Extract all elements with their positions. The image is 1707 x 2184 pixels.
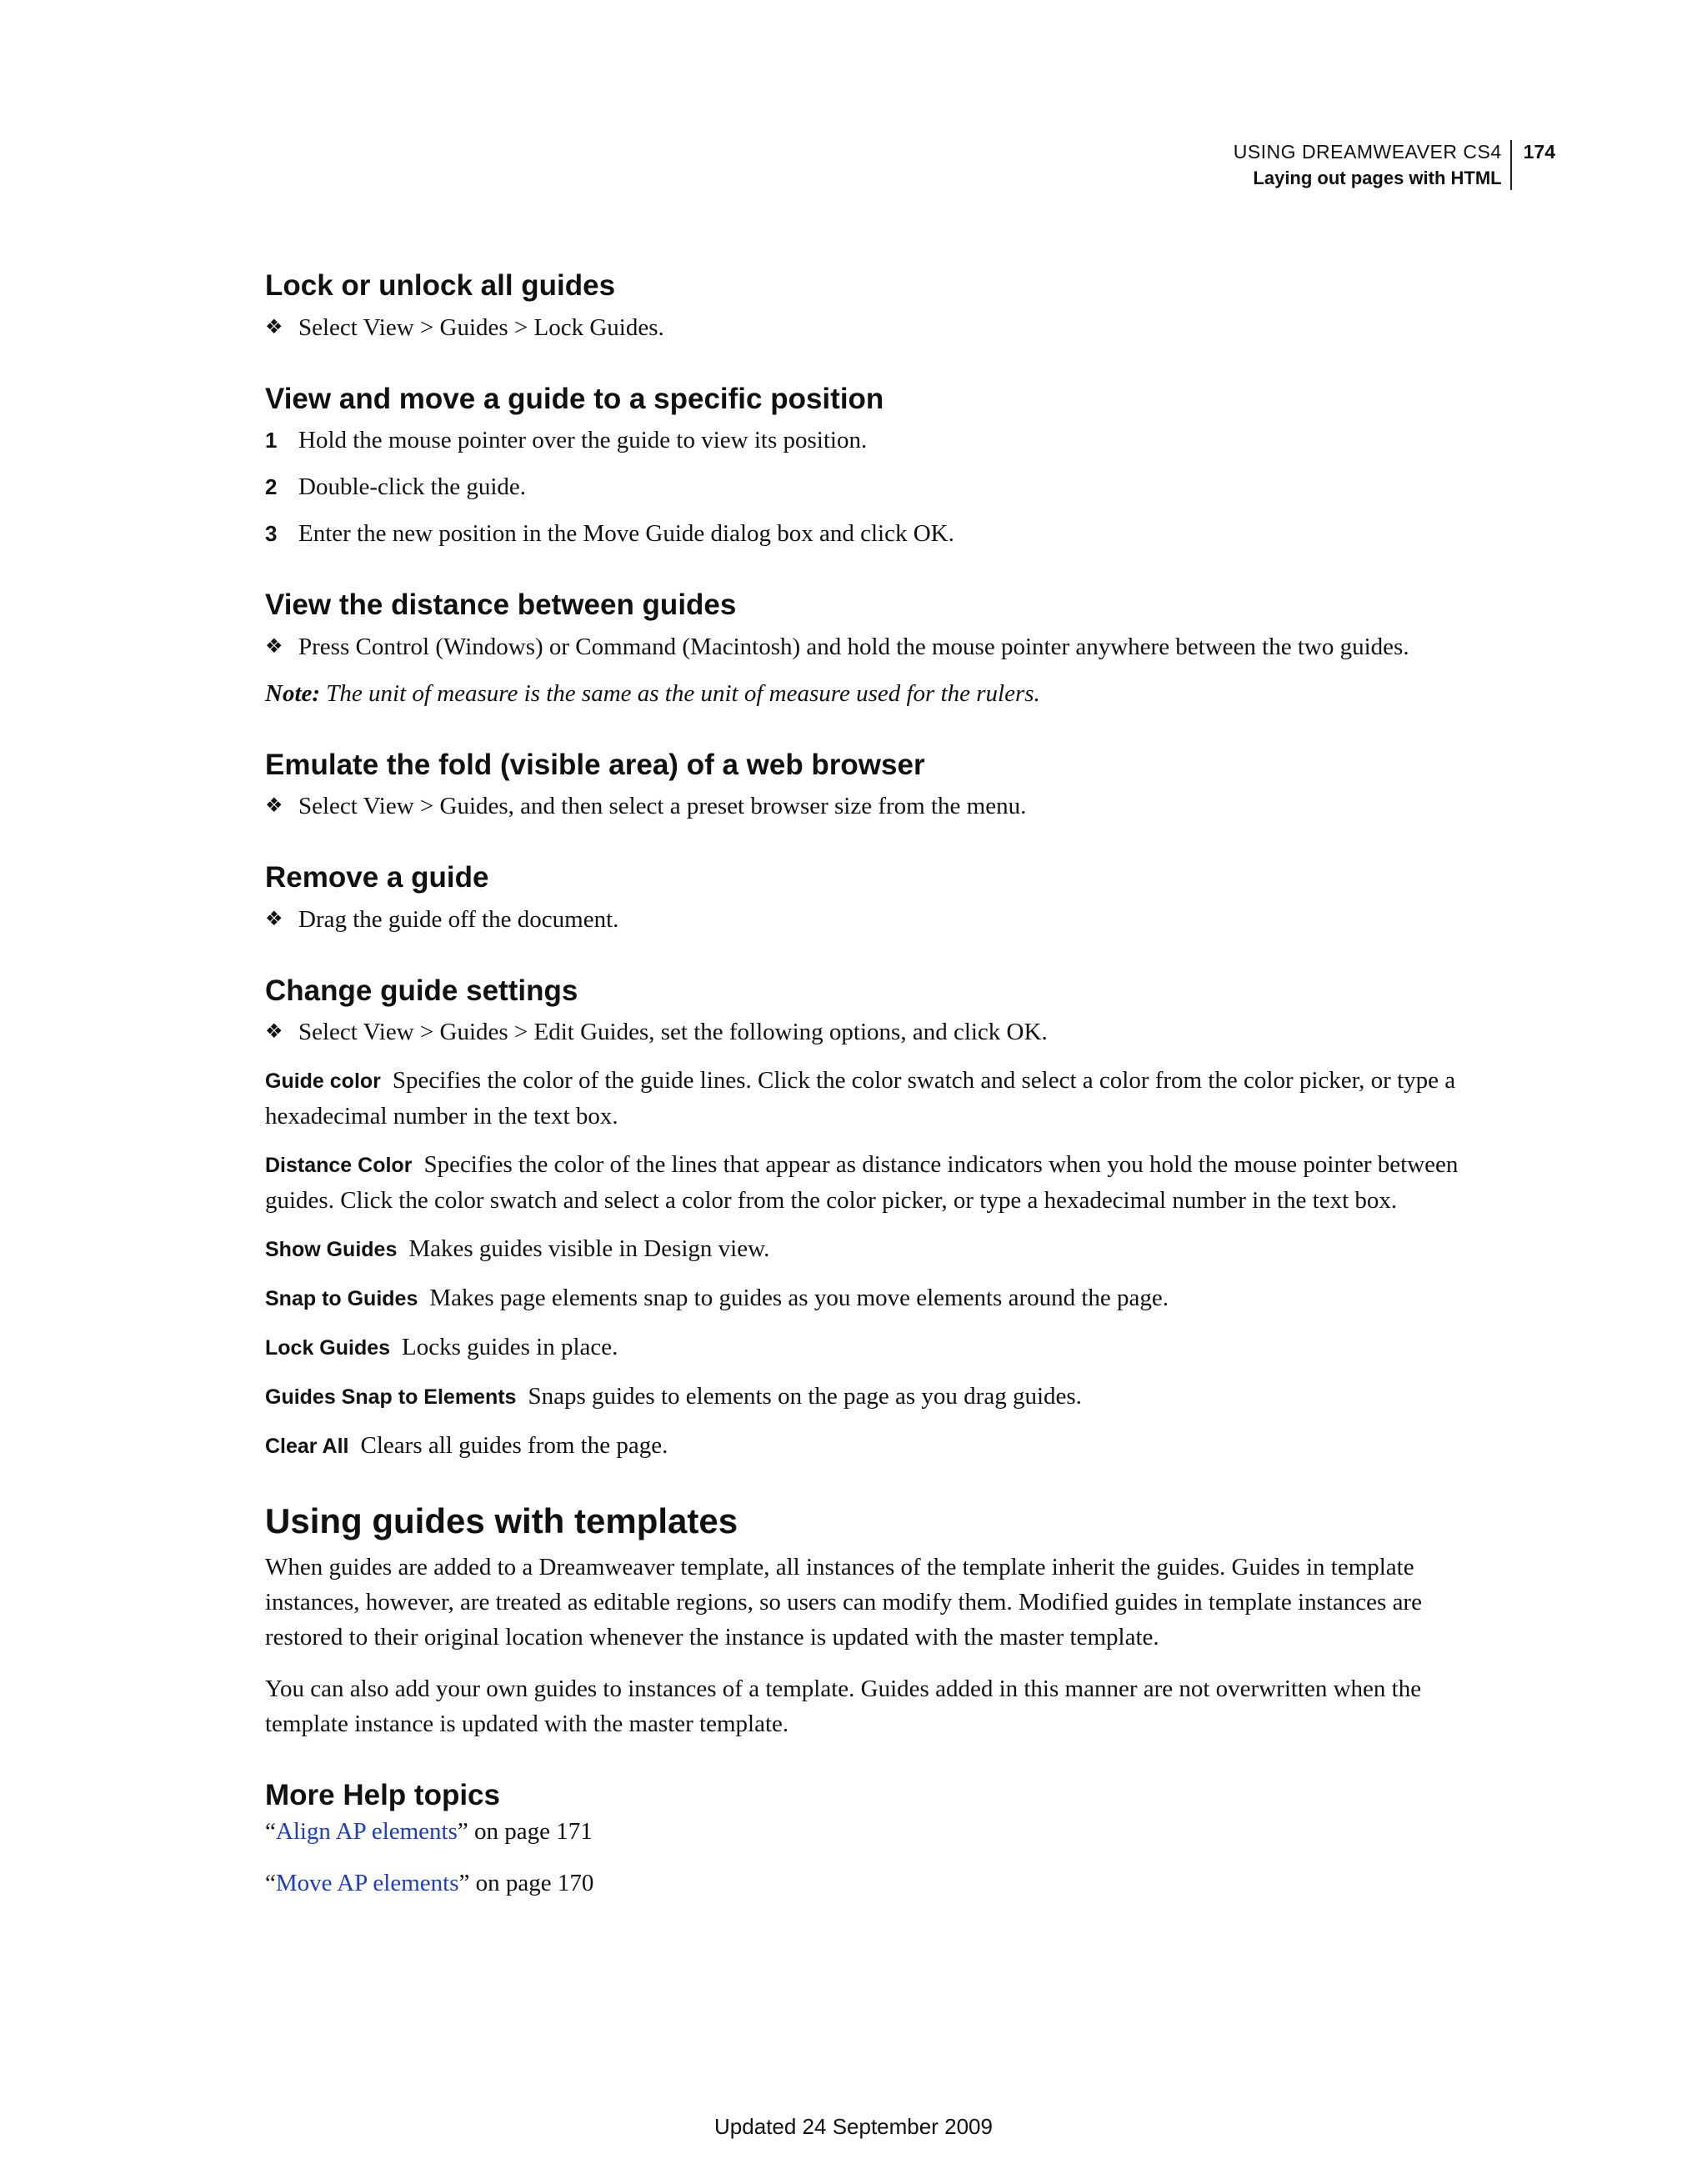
bullet-item bbox=[265, 629, 1499, 664]
note-label: Note: bbox=[265, 679, 321, 707]
option-description: Makes guides visible in Design view. bbox=[408, 1235, 770, 1262]
bullet-text: Select View > Guides > Edit Guides, set the following options, and click OK. bbox=[298, 1019, 1048, 1045]
step-number: 2 bbox=[265, 474, 278, 499]
help-link-line bbox=[265, 1866, 1499, 1901]
section-heading: View and move a guide to a specific position bbox=[265, 382, 884, 415]
paragraph: When guides are added to a Dreamweaver template, all instances of the template inherit the guides. Guides in template instances, however, are treated as editable regions, so users can modify them. Modified guides in template instances are restored to their original location whenever the instance is updated with the master template. bbox=[265, 1553, 1422, 1651]
link-page-ref: on page 171 bbox=[468, 1818, 593, 1846]
bullet-diamond-icon: ❖ bbox=[265, 635, 283, 658]
section-heading: Emulate the fold (visible area) of a web browser bbox=[265, 748, 925, 781]
page-footer: Updated 24 September 2009 bbox=[714, 2114, 993, 2139]
section-heading: Remove a guide bbox=[265, 861, 489, 894]
section-change-guide-settings bbox=[265, 972, 1499, 1465]
major-heading: Using guides with templates bbox=[265, 1501, 738, 1540]
step-item bbox=[265, 469, 1499, 504]
option-description: Snaps guides to elements on the page as you drag guides. bbox=[528, 1383, 1082, 1410]
step-item bbox=[265, 423, 1499, 458]
option-clear-all bbox=[265, 1428, 1499, 1464]
option-description: Specifies the color of the lines that appear as distance indicators when you hold the mouse pointer between guides. Click the color swatch and select a color from the color picker, or type a hexadecimal number in the text box. bbox=[265, 1151, 1459, 1214]
bullet-item bbox=[265, 902, 1499, 937]
paragraph: You can also add your own guides to instances of a template. Guides added in this manner are not overwritten when the template instance is updated with the master template. bbox=[265, 1675, 1422, 1737]
help-link-move-ap-elements[interactable]: Move AP elements bbox=[275, 1870, 459, 1897]
option-term: Distance Color bbox=[265, 1154, 413, 1177]
option-term: Guides Snap to Elements bbox=[265, 1385, 517, 1409]
header-subtitle: Laying out pages with HTML bbox=[1253, 167, 1502, 188]
section-heading: Change guide settings bbox=[265, 974, 578, 1007]
section-heading: View the distance between guides bbox=[265, 589, 737, 621]
option-show-guides bbox=[265, 1231, 1499, 1267]
bullet-item bbox=[265, 1014, 1499, 1049]
step-number: 3 bbox=[265, 521, 278, 546]
step-text: Enter the new position in the Move Guide dialog box and click OK. bbox=[298, 520, 954, 547]
header-title: USING DREAMWEAVER CS4 bbox=[1233, 141, 1502, 163]
option-snap-to-guides bbox=[265, 1280, 1499, 1316]
option-description: Locks guides in place. bbox=[402, 1334, 618, 1360]
bullet-diamond-icon: ❖ bbox=[265, 795, 283, 817]
note-text: The unit of measure is the same as the unit of measure used for the rulers. bbox=[326, 679, 1040, 707]
close-quote: ” bbox=[457, 1818, 468, 1846]
bullet-text: Select View > Guides, and then select a preset browser size from the menu. bbox=[298, 793, 1027, 819]
section-distance-between-guides bbox=[265, 586, 1499, 711]
option-guide-color bbox=[265, 1063, 1499, 1134]
bullet-item bbox=[265, 310, 1499, 345]
step-item bbox=[265, 516, 1499, 551]
bullet-diamond-icon: ❖ bbox=[265, 908, 283, 930]
main-content bbox=[265, 267, 1499, 1936]
step-number: 1 bbox=[265, 428, 278, 453]
bullet-diamond-icon: ❖ bbox=[265, 316, 283, 338]
page-number: 174 bbox=[1523, 141, 1555, 163]
option-lock-guides bbox=[265, 1330, 1499, 1365]
bullet-item bbox=[265, 789, 1499, 824]
section-remove-guide bbox=[265, 859, 1499, 937]
option-description: Specifies the color of the guide lines. Click the color swatch and select a color from the color picker, or type a hexadecimal number in the text box. bbox=[265, 1067, 1456, 1130]
note bbox=[265, 676, 1499, 711]
bullet-text: Select View > Guides > Lock Guides. bbox=[298, 313, 664, 341]
option-distance-color bbox=[265, 1147, 1499, 1218]
section-heading: Lock or unlock all guides bbox=[265, 269, 616, 302]
running-header bbox=[1234, 140, 1555, 190]
section-emulate-fold bbox=[265, 746, 1499, 824]
help-link-line bbox=[265, 1814, 1499, 1849]
section-view-move-guide bbox=[265, 380, 1499, 552]
section-more-help-topics bbox=[265, 1776, 1499, 1901]
section-heading: More Help topics bbox=[265, 1778, 500, 1811]
section-lock-guides bbox=[265, 267, 1499, 345]
option-term: Clear All bbox=[265, 1435, 349, 1458]
option-description: Makes page elements snap to guides as you move elements around the page. bbox=[429, 1285, 1169, 1311]
bullet-diamond-icon: ❖ bbox=[265, 1021, 283, 1043]
option-guides-snap-to-elements bbox=[265, 1379, 1499, 1415]
option-term: Snap to Guides bbox=[265, 1287, 418, 1310]
step-text: Hold the mouse pointer over the guide to view its position. bbox=[298, 427, 868, 453]
link-page-ref: on page 170 bbox=[469, 1870, 594, 1897]
option-term: Lock Guides bbox=[265, 1336, 391, 1360]
option-term: Show Guides bbox=[265, 1238, 398, 1261]
help-link-align-ap-elements[interactable]: Align AP elements bbox=[275, 1818, 458, 1846]
step-text: Double-click the guide. bbox=[298, 473, 526, 500]
section-guides-with-templates bbox=[265, 1499, 1499, 1741]
close-quote: ” bbox=[458, 1870, 470, 1897]
option-term: Guide color bbox=[265, 1069, 381, 1093]
header-text-block bbox=[1234, 140, 1512, 190]
option-description: Clears all guides from the page. bbox=[360, 1432, 668, 1459]
bullet-text: Press Control (Windows) or Command (Macintosh) and hold the mouse pointer anywhere between the two guides. bbox=[298, 633, 1409, 660]
open-quote: “ bbox=[265, 1870, 276, 1897]
open-quote: “ bbox=[265, 1818, 276, 1846]
bullet-text: Drag the guide off the document. bbox=[298, 905, 619, 933]
